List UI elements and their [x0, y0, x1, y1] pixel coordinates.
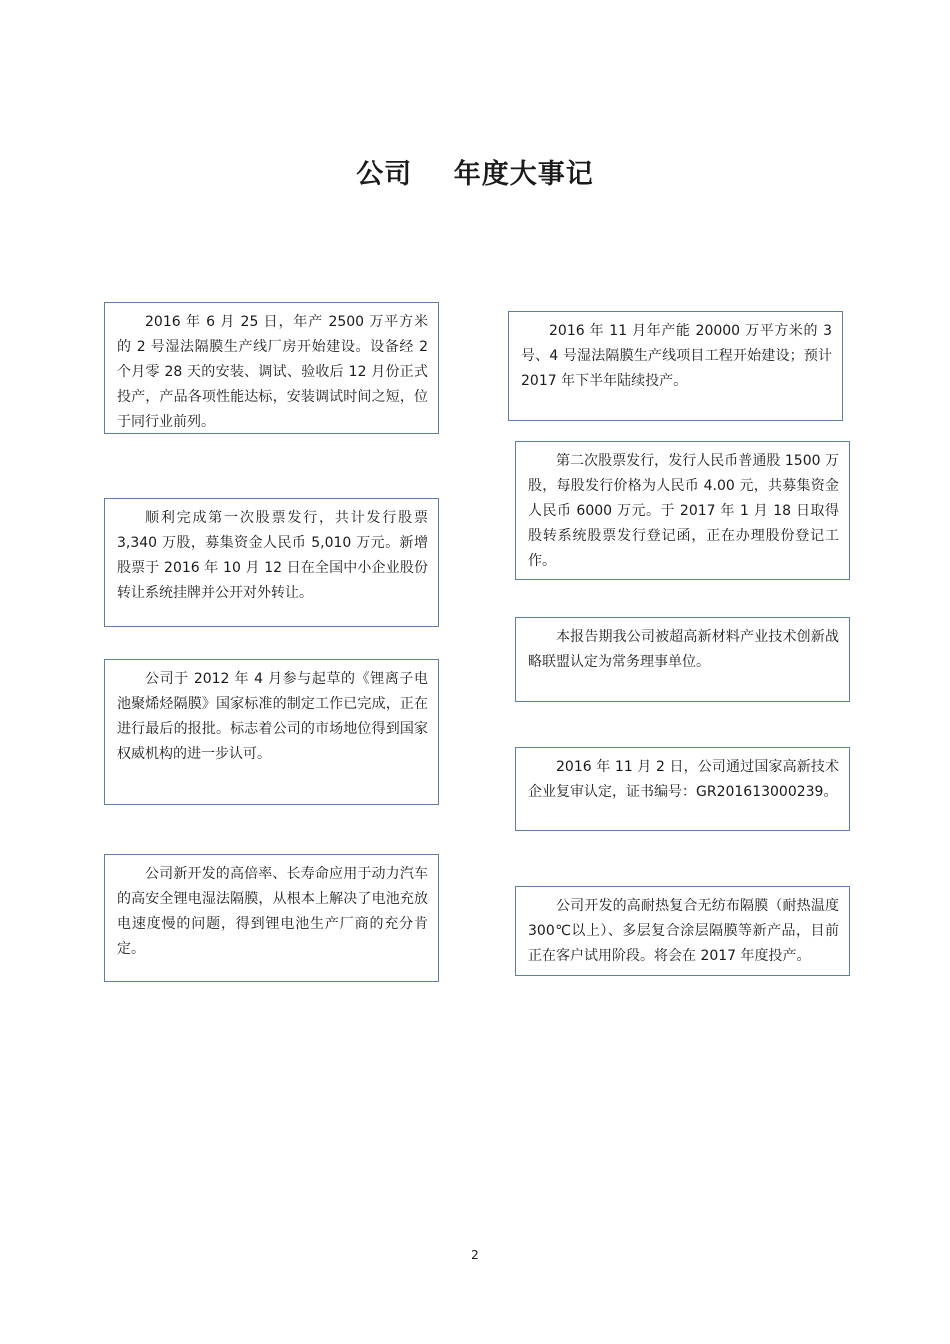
event-box-second-stock-issue: 第二次股票发行，发行人民币普通股 1500 万股，每股发行价格为人民币 4.00 元，共募集资金人民币 6000 万元。于 2017 年 1 月 18 日取得股转系统股票发行登记函，正在办理股份登记工作。: [515, 441, 850, 580]
event-box-alliance-membership: 本报告期我公司被超高新材料产业技术创新战略联盟认定为常务理事单位。: [515, 617, 850, 702]
page-number: 2: [471, 1248, 479, 1262]
event-box-new-products: 公司开发的高耐热复合无纺布隔膜（耐热温度 300℃以上）、多层复合涂层隔膜等新产品，目前正在客户试用阶段。将会在 2017 年度投产。: [515, 886, 850, 976]
event-box-national-standard: 公司于 2012 年 4 月参与起草的《锂离子电池聚烯烃隔膜》国家标准的制定工作已完成，正在进行最后的报批。标志着公司的市场地位得到国家权威机构的进一步认可。: [104, 659, 439, 805]
event-box-line2-construction: 2016 年 6 月 25 日，年产 2500 万平方米的 2 号湿法隔膜生产线厂房开始建设。设备经 2 个月零 28 天的安装、调试、验收后 12 月份正式投产，产品各项性能达标，安装调试时间之短，位于同行业前列。: [104, 302, 439, 434]
event-box-high-rate-separator: 公司新开发的高倍率、长寿命应用于动力汽车的高安全锂电湿法隔膜，从根本上解决了电池充放电速度慢的问题，得到锂电池生产厂商的充分肯定。: [104, 854, 439, 982]
event-box-first-stock-issue: 顺利完成第一次股票发行，共计发行股票 3,340 万股，募集资金人民币 5,010 万元。新增股票于 2016 年 10 月 12 日在全国中小企业股份转让系统挂牌并公开对外转让。: [104, 498, 439, 627]
event-box-line3-4-construction: 2016 年 11 月年产能 20000 万平方米的 3 号、4 号湿法隔膜生产线项目工程开始建设；预计 2017 年下半年陆续投产。: [508, 311, 843, 421]
event-box-high-tech-certification: 2016 年 11 月 2 日，公司通过国家高新技术企业复审认定，证书编号：GR201613000239。: [515, 747, 850, 831]
page-title: 公司 年度大事记: [356, 159, 594, 190]
